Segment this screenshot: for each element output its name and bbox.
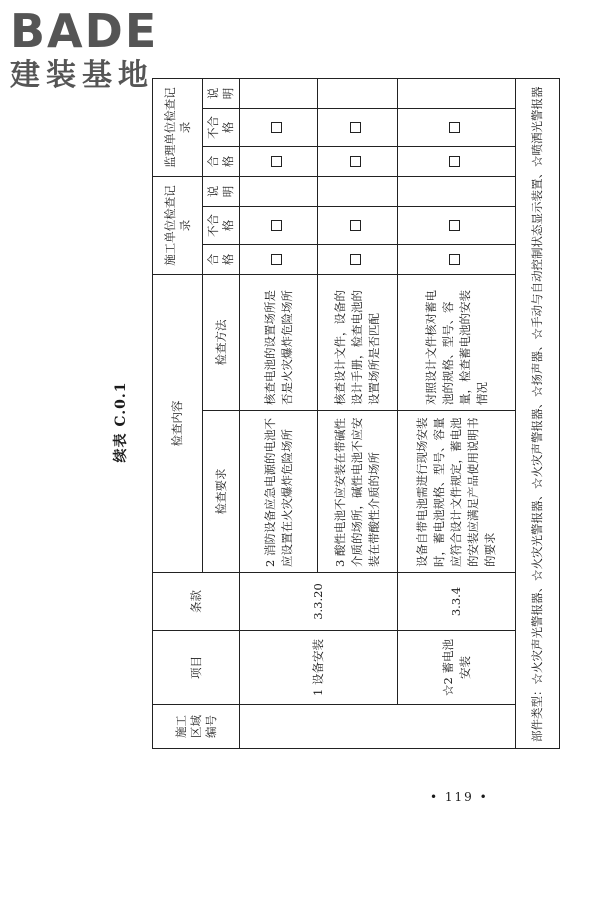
component-footnote: 部件类型：☆火灾声光警报器、☆火灾光警报器、☆火灾声警报器、☆扬声器、☆手动与自动控制状态显示装置、☆喷洒光警报器 (516, 78, 560, 748)
header-supervisor: 监理单位检查记录 (153, 78, 203, 176)
checkbox[interactable] (449, 156, 460, 167)
header-method: 检查方法 (203, 275, 240, 411)
header-fail: 不合格 (203, 207, 240, 245)
rotated-page (110, 86, 544, 749)
checkbox[interactable] (350, 156, 361, 167)
method-cell: 对照设计文件核对蓄电池的规格、型号、容量，检查蓄电池的安装情况 (398, 275, 516, 411)
logo-subtitle: 建装基地 (10, 58, 154, 93)
checkbox-cell (398, 245, 516, 275)
checkbox[interactable] (350, 122, 361, 133)
page-number: • 119 • (430, 790, 489, 804)
area-cell (240, 705, 516, 749)
header-note: 说明 (203, 176, 240, 206)
table-caption: 续表 C.0.1 (113, 381, 129, 463)
header-area: 施工区域编号 (153, 705, 240, 749)
checkbox[interactable] (271, 122, 282, 133)
publisher-logo (10, 6, 158, 94)
header-fail: 不合格 (203, 108, 240, 146)
header-content: 检查内容 (153, 275, 203, 573)
requirement-cell: 设备自带电池需进行现场安装时，蓄电池规格、型号、容量应符合设计文件规定，蓄电池的安装应满足产品使用说明书的要求 (398, 411, 516, 573)
header-item: 项目 (153, 631, 240, 705)
requirement-cell: 2 消防设备应急电源的电池不应设置在火灾爆炸危险场所 (240, 411, 318, 573)
checkbox[interactable] (449, 122, 460, 133)
checkbox-cell (318, 207, 398, 245)
header-note: 说明 (203, 78, 240, 108)
checkbox-cell (398, 207, 516, 245)
checkbox[interactable] (271, 156, 282, 167)
checkbox[interactable] (350, 254, 361, 265)
header-requirement: 检查要求 (203, 411, 240, 573)
checkbox-cell (240, 207, 318, 245)
note-cell (240, 176, 318, 206)
header-pass: 合格 (203, 146, 240, 176)
checkbox-cell (318, 146, 398, 176)
checkbox-cell (240, 108, 318, 146)
checkbox[interactable] (271, 220, 282, 231)
requirement-cell: 3 酸性电池不应安装在带碱性介质的场所，碱性电池不应安装在带酸性介质的场所 (318, 411, 398, 573)
clause-cell: 3.3.4 (398, 573, 516, 631)
checkbox-cell (240, 146, 318, 176)
note-cell (318, 78, 398, 108)
note-cell (318, 176, 398, 206)
method-cell: 核查设计文件，设备的设计手册，检查电池的设置场所是否匹配 (318, 275, 398, 411)
checkbox-cell (240, 245, 318, 275)
checkbox[interactable] (449, 254, 460, 265)
header-constructor: 施工单位检查记录 (153, 176, 203, 274)
note-cell (398, 176, 516, 206)
header-clause: 条款 (153, 573, 240, 631)
checkbox[interactable] (271, 254, 282, 265)
note-cell (398, 78, 516, 108)
item-cell: 1 设备安装 (240, 631, 398, 705)
logo-wordmark: BADE (10, 4, 159, 58)
clause-cell: 3.3.20 (240, 573, 398, 631)
header-pass: 合格 (203, 245, 240, 275)
item-cell: ☆2 蓄电池安装 (398, 631, 516, 705)
checkbox-cell (318, 245, 398, 275)
method-cell: 核查电池的设置场所是否是火灾爆炸危险场所 (240, 275, 318, 411)
checkbox[interactable] (449, 220, 460, 231)
checkbox-cell (398, 108, 516, 146)
table-row (240, 78, 318, 748)
note-cell (240, 78, 318, 108)
checkbox-cell (318, 108, 398, 146)
checkbox[interactable] (350, 220, 361, 231)
checkbox-cell (398, 146, 516, 176)
table-row (398, 78, 516, 748)
inspection-table (152, 78, 560, 749)
